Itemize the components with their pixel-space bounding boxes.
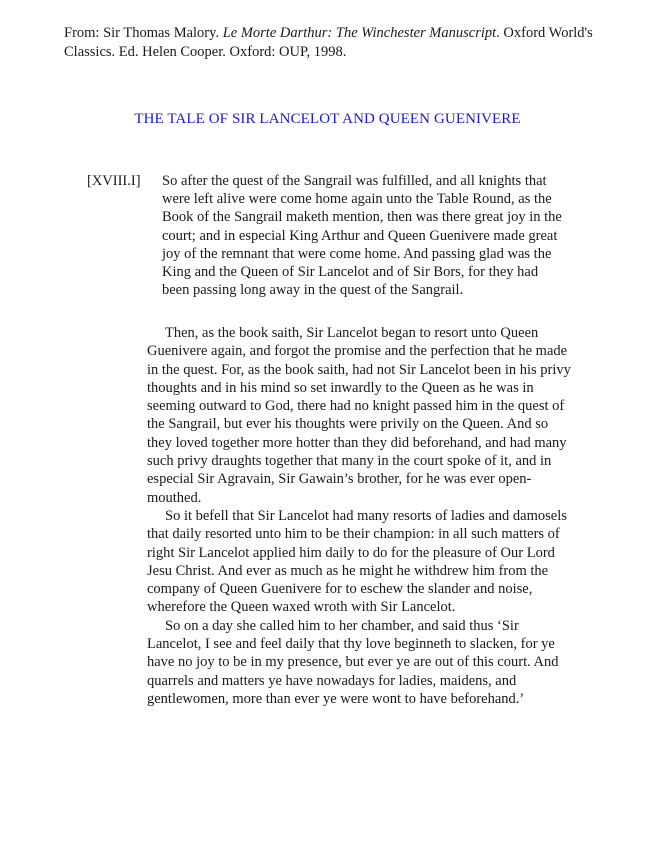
paragraph-4: So on a day she called him to her chamber, and said thus ‘Sir Lancelot, I see and feel daily that thy love beginneth to slacken, for ye have no joy to be in my presence, but ever ye are out of this court. And quarrels and matters ye have nowadays for ladies, maidens, and gentlewomen, more than ever ye were wont to have beforehand.’	[147, 617, 559, 707]
paragraph-1: So after the quest of the Sangrail was fulfilled, and all knights that were left alive were come home again unto the Table Round, as the Book of the Sangrail maketh mention, then was there great joy in the court; and in especial King Arthur and Queen Guenivere made great joy of the remnant that were come home. And passing glad was the King and the Queen of Sir Lancelot and of Sir Bors, for they had been passing long away in the quest of the Sangrail.	[162, 173, 562, 299]
chapter-heading: THE TALE OF SIR LANCELOT AND QUEEN GUENIVERE	[134, 111, 521, 127]
citation-suffix: . Oxford World's Classics. Ed. Helen Cooper. Oxford: OUP, 1998.	[64, 25, 593, 60]
body-text	[147, 324, 572, 708]
citation-prefix: From: Sir Thomas Malory.	[64, 25, 223, 41]
citation-work-title: Le Morte Darthur: The Winchester Manuscript	[222, 25, 497, 41]
section-marker: [XVIII.I]	[87, 173, 141, 189]
source-citation	[64, 24, 624, 62]
paragraph-3: So it befell that Sir Lancelot had many resorts of ladies and damosels that daily resorted unto him to be their champion: in all such matters of right Sir Lancelot applied him daily to do for the pleasure of Our Lord Jesu Christ. And ever as much as he might he withdrew him from the company of Queen Guenivere for to eschew the slander and noise, wherefore the Queen waxed wroth with Sir Lancelot.	[147, 507, 567, 616]
paragraph-2: Then, as the book saith, Sir Lancelot began to resort unto Queen Guenivere again, and forgot the promise and the perfection that he made in the quest. For, as the book saith, had not Sir Lancelot been in his privy thoughts and in his mind so set inwardly to the Queen as he was in seeming outward to God, there had no knight passed him in the quest of the Sangrail, but ever his thoughts were privily on the Queen. And so they loved together more hotter than they did beforehand, and had many such privy draughts together that many in the court spoke of it, and in especial Sir Agravain, Sir Gawain’s brother, for he was ever open-mouthed.	[147, 325, 571, 506]
